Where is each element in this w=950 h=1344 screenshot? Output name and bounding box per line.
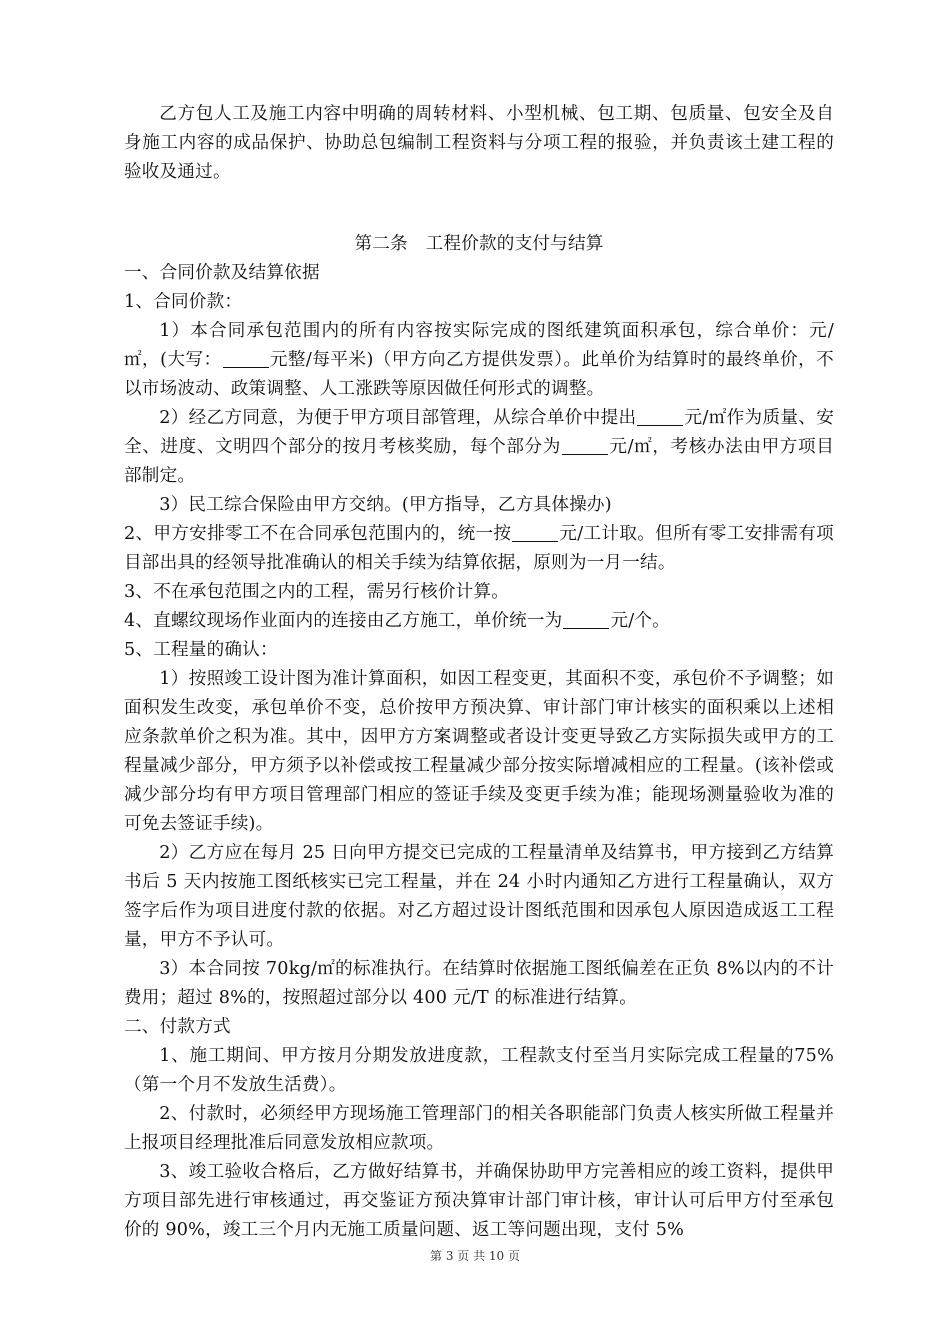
blank-field-bonus-part[interactable]	[562, 436, 608, 455]
item2-text-a: 2、甲方安排零工不在合同承包范围内的，统一按	[124, 524, 512, 544]
blank-field-unit-price-words[interactable]	[223, 349, 269, 368]
article-title: 第二条 工程价款的支付与结算	[354, 234, 604, 254]
payment-item3-paragraph: 3、竣工验收合格后，乙方做好结算书，并确保协助甲方完善相应的竣工资料，提供甲方项目部先进行审核通过，再交鉴证方预决算审计部门审计核，审计认可后甲方付至承包价的 90%，竣工三个月内无施工质量问题、返工等问题出现，支付 5%	[124, 1162, 834, 1240]
paragraph-scope: 乙方包人工及施工内容中明确的周转材料、小型机械、包工期、包质量、包安全及自身施工内容的成品保护、协助总包编制工程资料与分项工程的报验，并负责该土建工程的验收及通过。	[124, 104, 834, 182]
item4-text-a: 4、直螺纹现场作业面内的连接由乙方施工，单价统一为	[124, 611, 563, 631]
item2-paragraph	[124, 520, 834, 578]
item5-heading: 5、工程量的确认：	[124, 640, 278, 660]
item1-1-text-a: 1）本合同承包范围内的所有内容按实际完成的图纸建筑面积承包，综合单价：元/㎡，(大写：	[124, 321, 834, 370]
item1-1-text-b: 元整/每平米)（甲方向乙方提供发票）。此单价为结算时的最终单价，不以市场波动、政策调整、人工涨跌等原因做任何形式的调整。	[124, 350, 834, 399]
item5-1-paragraph: 1）按照竣工设计图为准计算面积，如因工程变更，其面积不变，承包价不予调整；如面积发生改变，承包单价不变，总价按甲方预决算、审计部门审计核实的面积乘以上述相应条款单价之积为准。其中，因甲方方案调整或者设计变更导致乙方实际损失或甲方的工程量减少部分，甲方须予以补偿或按工程量减少部分按实际增减相应的工程量。(该补偿或减少部分均有甲方项目管理部门相应的签证手续及变更手续为准；能现场测量验收为准的可免去签证手续)。	[124, 669, 834, 834]
item3-paragraph: 3、不在承包范围之内的工程，需另行核价计算。	[124, 582, 510, 602]
item1-1-paragraph	[124, 317, 834, 404]
payment-item2-paragraph: 2、付款时，必须经甲方现场施工管理部门的相关各职能部门负责人核实所做工程量并上报项目经理批准后同意发放相应款项。	[124, 1104, 834, 1153]
item1-2-paragraph	[124, 404, 834, 491]
blank-field-labor-rate[interactable]	[512, 523, 558, 542]
item1-2-text-a: 2）经乙方同意，为便于甲方项目部管理，从综合单价中提出	[159, 408, 637, 428]
document-body	[124, 100, 834, 1245]
page-number-footer: 第 3 页 共 10 页	[430, 1249, 520, 1263]
item5-2-paragraph: 2）乙方应在每月 25 日向甲方提交已完成的工程量清单及结算书，甲方接到乙方结算书后 5 天内按施工图纸核实已完工程量，并在 24 小时内通知乙方进行工程量确认，双方签字后作为项目进度付款的依据。对乙方超过设计图纸范围和因承包人原因造成返工工程量，甲方不予认可。	[124, 843, 834, 950]
item2-text-b: 元/工计取。但所有零工安排需有项目部出具的经领导批准确认的相关手续为结算依据，原则为一月一结。	[124, 524, 834, 573]
section2-heading: 二、付款方式	[124, 1017, 231, 1037]
item4-text-b: 元/个。	[610, 611, 670, 631]
blank-field-bonus-total[interactable]	[637, 407, 683, 426]
item1-2-text-c: 元/㎡，考核办法由甲方项目部制定。	[124, 437, 834, 486]
item1-heading: 1、合同价款：	[124, 292, 243, 312]
blank-field-thread-price[interactable]	[563, 610, 609, 629]
item1-2-text-b: 元/㎡作为质量、安全、进度、文明四个部分的按月考核奖励，每个部分为	[124, 408, 834, 457]
section1-heading: 一、合同价款及结算依据	[124, 263, 320, 283]
item5-3-paragraph: 3）本合同按 70kg/㎡的标准执行。在结算时依据施工图纸偏差在正负 8%以内的不计费用；超过 8%的，按照超过部分以 400 元/T 的标准进行结算。	[124, 959, 834, 1008]
item4-paragraph	[124, 607, 834, 636]
payment-item1-paragraph: 1、施工期间、甲方按月分期发放进度款，工程款支付至当月实际完成工程量的75%（第一个月不发放生活费）。	[124, 1046, 834, 1095]
item1-3-paragraph: 3）民工综合保险由甲方交纳。(甲方指导，乙方具体操办)	[159, 495, 612, 515]
